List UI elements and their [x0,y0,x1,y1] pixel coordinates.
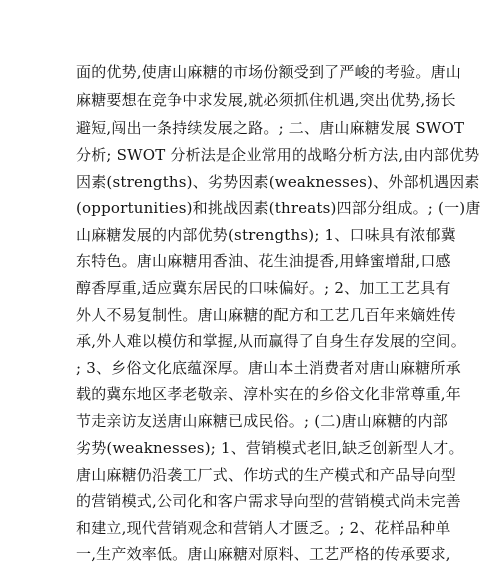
text-line: 节走亲访友送唐山麻糖已成民俗。; (二)唐山麻糖的内部 [76,412,448,430]
text-line: 一,生产效率低。唐山麻糖对原料、工艺严格的传承要求, [76,545,451,563]
text-line: 醇香厚重,适应冀东居民的口味偏好。; 2、加工工艺具有 [76,279,451,297]
text-line: 和建立,现代营销观念和营销人才匮乏。; 2、花样品种单 [76,519,451,537]
text-line: 劣势(weaknesses); 1、营销模式老旧,缺乏创新型人才。 [76,439,464,457]
text-line: ; 3、乡俗文化底蕴深厚。唐山本土消费者对唐山麻糖所承 [76,359,461,377]
text-line: 面的优势,使唐山麻糖的市场份额受到了严峻的考验。唐山 [76,63,461,81]
text-line: 外人不易复制性。唐山麻糖的配方和工艺几百年来嫡姓传 [76,306,457,324]
text-line: 的营销模式,公司化和客户需求导向型的营销模式尚未完善 [76,492,461,510]
text-line: 山麻糖发展的内部优势(strengths); 1、口味具有浓郁冀 [76,226,456,244]
text-line: 载的冀东地区孝老敬亲、淳朴实在的乡俗文化非常尊重,年 [76,385,461,403]
text-line: (opportunities)和挑战因素(threats)四部分组成。; (一)唐 [76,199,481,217]
text-line: 避短,闯出一条持续发展之路。; 二、唐山麻糖发展 SWOT [76,119,465,137]
text-line: 分析; SWOT 分析法是企业常用的战略分析方法,由内部优势 [76,146,480,164]
text-line: 唐山麻糖仍沿袭工厂式、作坊式的生产模式和产品导向型 [76,466,457,484]
text-line: 东特色。唐山麻糖用香油、花生油提香,用蜂蜜增甜,口感 [76,252,451,270]
text-line: 承,外人难以模仿和掌握,从而赢得了自身生存发展的空间。 [76,332,466,350]
text-line: 因素(strengths)、劣势因素(weaknesses)、外部机遇因素 [76,173,480,191]
text-line: 麻糖要想在竞争中求发展,就必须抓住机遇,突出优势,扬长 [76,91,456,109]
